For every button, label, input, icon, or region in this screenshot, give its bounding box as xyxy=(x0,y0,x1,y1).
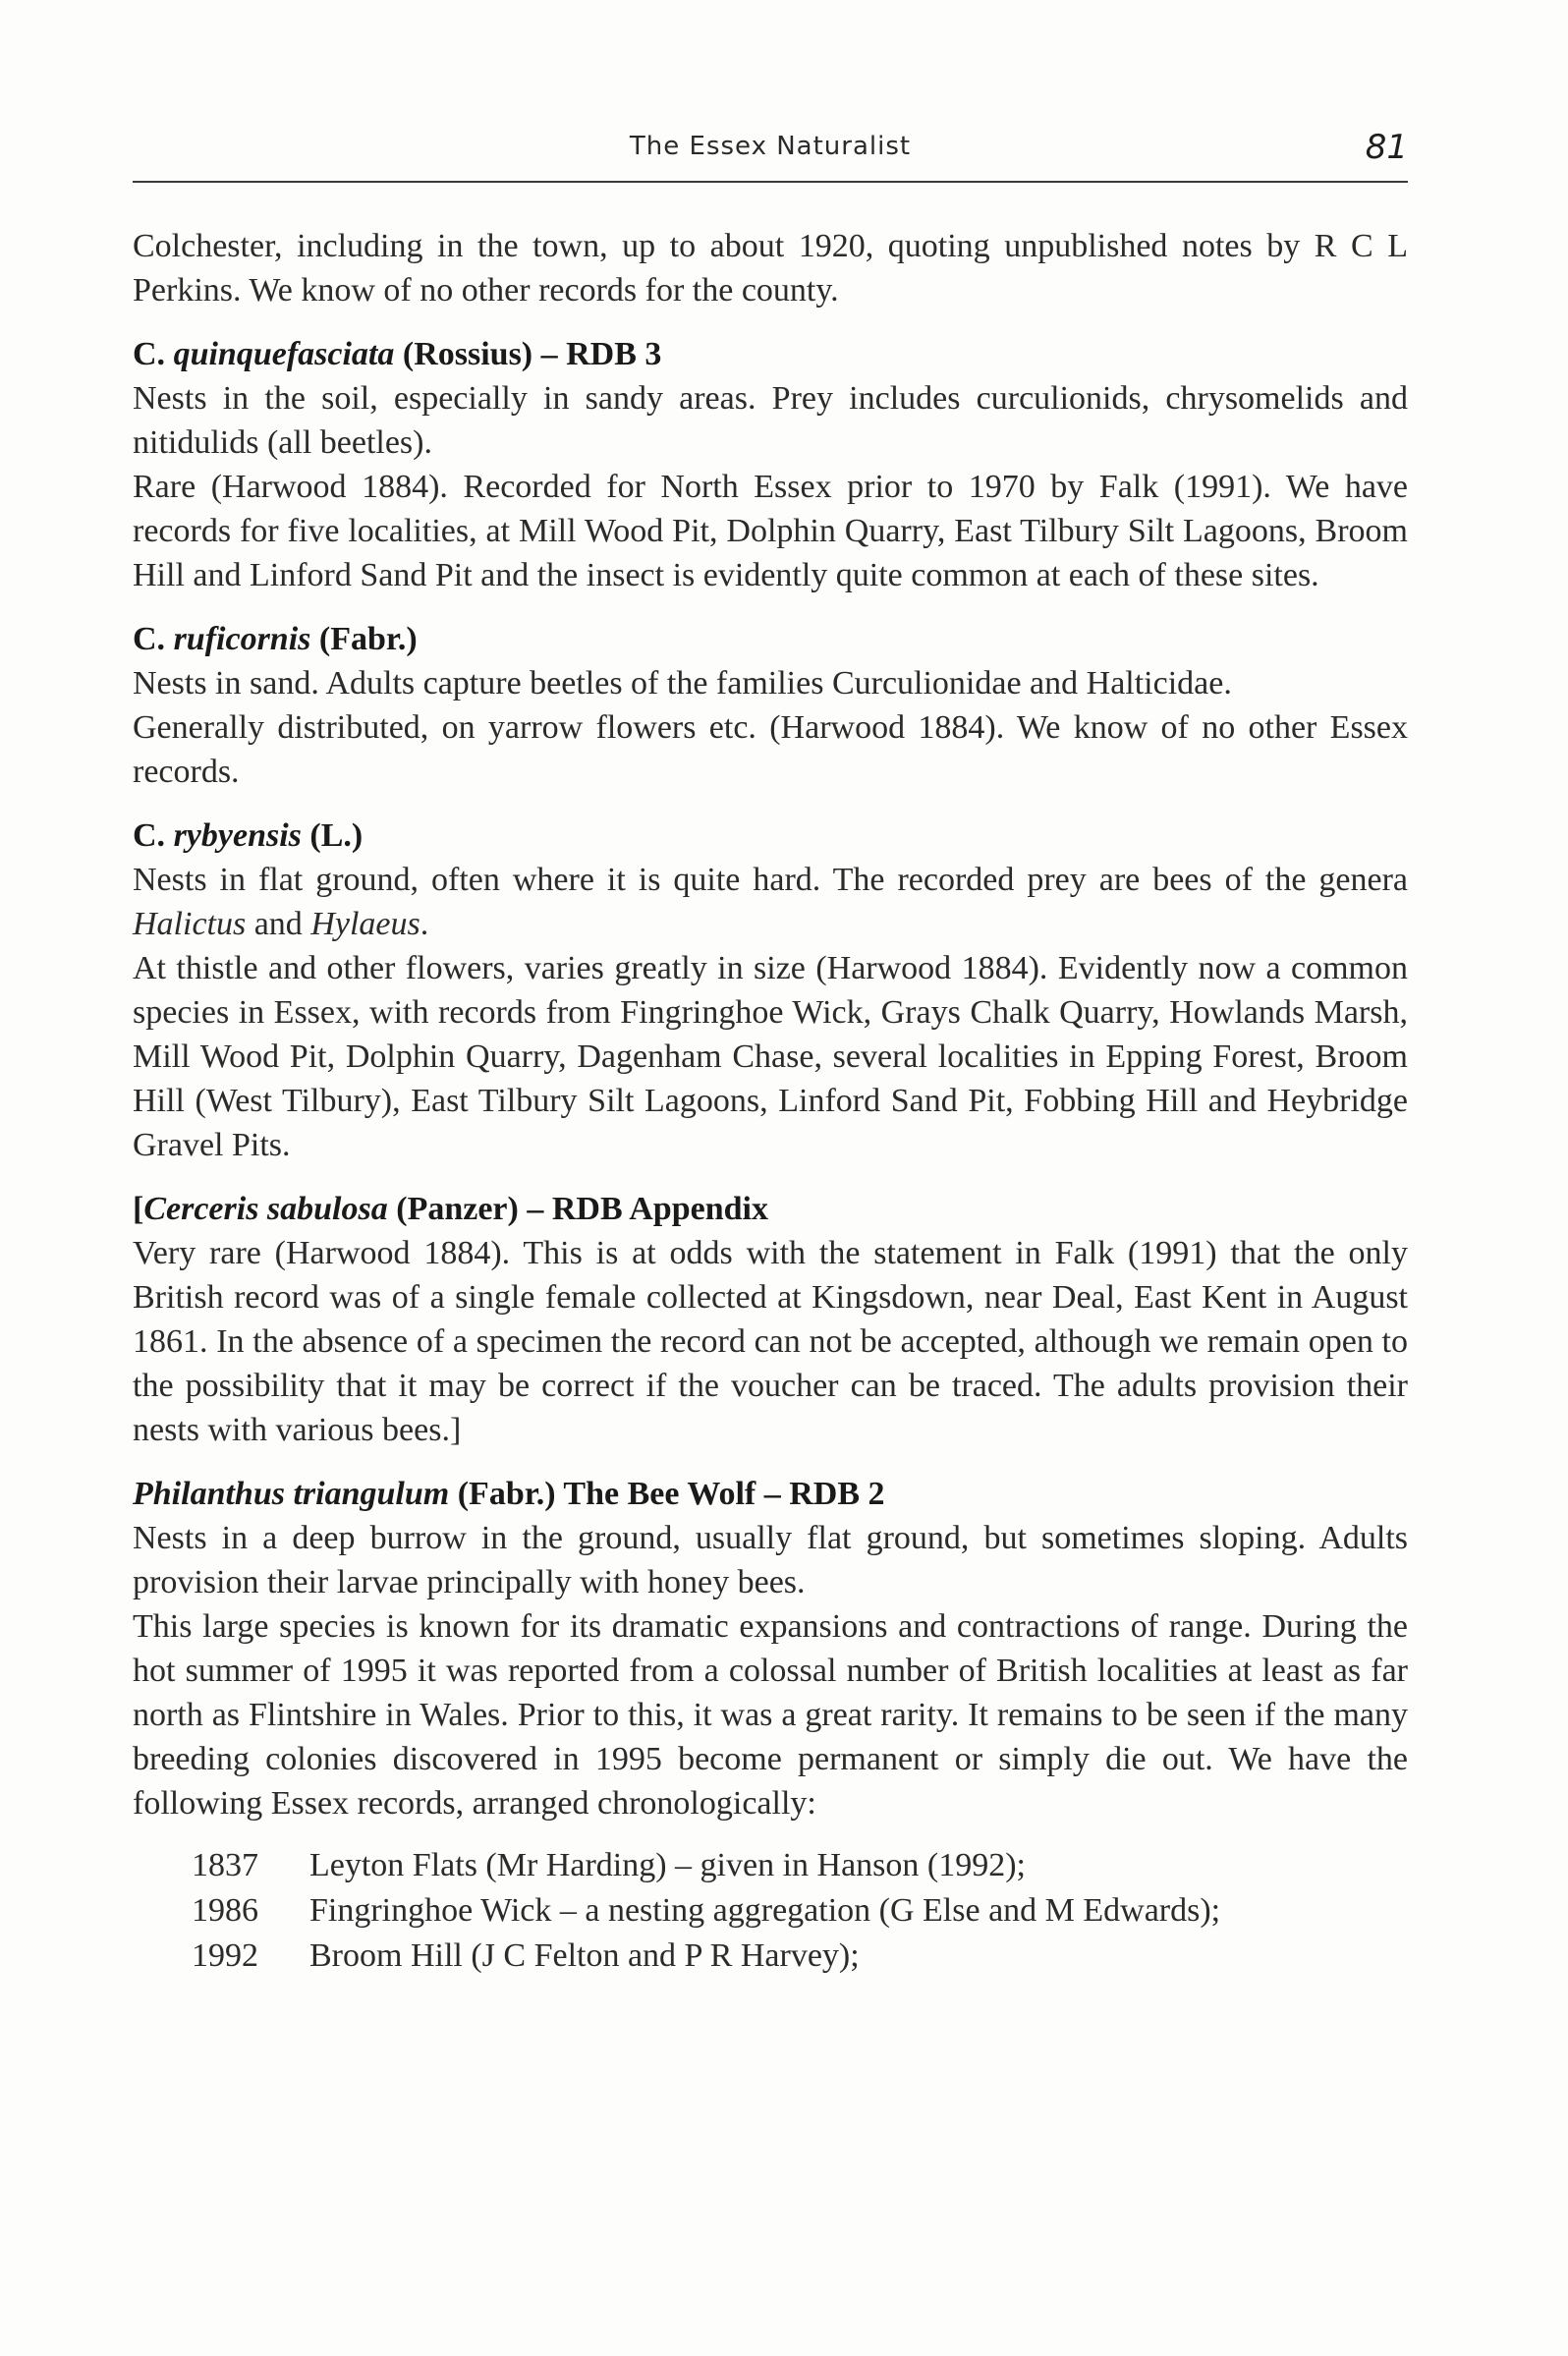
heading-suffix: (Fabr.) The Bee Wolf – RDB 2 xyxy=(449,1476,885,1512)
record-text: Leyton Flats (Mr Harding) – given in Hanson (1992); xyxy=(309,1847,1026,1883)
text-run: . xyxy=(420,906,429,942)
species-heading xyxy=(133,813,1408,858)
text-run: and xyxy=(246,906,311,942)
species-name: ruficornis xyxy=(173,621,311,657)
record-text: Fingringhoe Wick – a nesting aggregation (G Else and M Edwards); xyxy=(309,1892,1221,1929)
paragraph: Generally distributed, on yarrow flowers etc. (Harwood 1884). We know of no other Essex records. xyxy=(133,709,1408,790)
record-year: 1986 xyxy=(192,1892,258,1929)
species-entry-sabulosa xyxy=(133,1187,1408,1452)
heading-suffix: (L.) xyxy=(301,817,364,854)
paragraph: Colchester, including in the town, up to about 1920, quoting unpublished notes by R C L Perkins. We know of no other records for the county. xyxy=(133,228,1408,309)
paragraph: Nests in a deep burrow in the ground, usually flat ground, but sometimes sloping. Adults provision their larvae principally with honey bees. xyxy=(133,1520,1408,1600)
heading-prefix: C. xyxy=(133,621,174,657)
heading-suffix: (Fabr.) xyxy=(310,621,418,657)
record-row xyxy=(133,1843,1408,1888)
paragraph: Nests in sand. Adults capture beetles of the families Curculionidae and Halticidae. xyxy=(133,665,1232,701)
species-name: Cerceris sabulosa xyxy=(143,1191,388,1227)
body-text xyxy=(133,224,1408,1979)
paragraph: Very rare (Harwood 1884). This is at odds with the statement in Falk (1991) that the only British record was of a single female collected at Kingsdown, near Deal, East Kent in August 1861. In the absence of a specimen the record can not be accepted, although we remain open to the possibility that it may be correct if the voucher can be traced. The adults provision their nests with various bees.] xyxy=(133,1235,1408,1448)
intro-paragraph xyxy=(133,224,1408,312)
heading-prefix: [ xyxy=(133,1191,144,1227)
record-row xyxy=(133,1888,1408,1934)
species-entry-rybyensis xyxy=(133,813,1408,1167)
text-run: Nests in flat ground, often where it is quite hard. The recorded prey are bees of the genera xyxy=(133,862,1408,898)
species-name: Philanthus triangulum xyxy=(133,1476,450,1512)
heading-prefix: C. xyxy=(133,817,174,854)
paragraph: At thistle and other flowers, varies greatly in size (Harwood 1884). Evidently now a common species in Essex, with records from Fingringhoe Wick, Grays Chalk Quarry, Howlands Marsh, Mill Wood Pit, Dolphin Quarry, Dagenham Chase, several localities in Epping Forest, Broom Hill (West Tilbury), East Tilbury Silt Lagoons, Linford Sand Pit, Fobbing Hill and Heybridge Gravel Pits. xyxy=(133,950,1408,1163)
genus-name: Halictus xyxy=(133,906,247,942)
page-number: 81 xyxy=(1365,128,1408,167)
species-heading xyxy=(133,617,1408,661)
genus-name: Hylaeus xyxy=(310,906,420,942)
species-entry-quinquefasciata xyxy=(133,332,1408,597)
running-title: The Essex Naturalist xyxy=(629,132,912,161)
heading-prefix: C. xyxy=(133,336,174,372)
species-name: rybyensis xyxy=(173,817,302,854)
species-name: quinquefasciata xyxy=(173,336,395,372)
heading-suffix: (Panzer) – RDB Appendix xyxy=(387,1191,768,1227)
record-row xyxy=(133,1934,1408,1979)
paragraph xyxy=(133,858,1408,946)
paragraph: Rare (Harwood 1884). Recorded for North Essex prior to 1970 by Falk (1991). We have records for five localities, at Mill Wood Pit, Dolphin Quarry, East Tilbury Silt Lagoons, Broom Hill and Linford Sand Pit and the insect is evidently quite common at each of these sites. xyxy=(133,469,1408,593)
species-entry-philanthus xyxy=(133,1472,1408,1979)
paragraph: This large species is known for its dramatic expansions and contractions of range. During the hot summer of 1995 it was reported from a colossal number of British localities at least as far north as Flintshire in Wales. Prior to this, it was a great rarity. It remains to be seen if the many breeding colonies discovered in 1995 become permanent or simply die out. We have the following Essex records, arranged chronologically: xyxy=(133,1608,1408,1822)
record-year: 1837 xyxy=(192,1847,258,1883)
species-heading xyxy=(133,1472,1408,1516)
species-entry-ruficornis xyxy=(133,617,1408,794)
record-text: Broom Hill (J C Felton and P R Harvey); xyxy=(309,1937,860,1974)
record-year: 1992 xyxy=(192,1937,258,1974)
records-list xyxy=(133,1843,1408,1979)
paragraph: Nests in the soil, especially in sandy areas. Prey includes curculionids, chrysomelids and nitidulids (all beetles). xyxy=(133,380,1408,461)
species-heading xyxy=(133,332,1408,376)
species-heading xyxy=(133,1187,1408,1231)
heading-suffix: (Rossius) – RDB 3 xyxy=(394,336,662,372)
page-header xyxy=(133,126,1408,183)
